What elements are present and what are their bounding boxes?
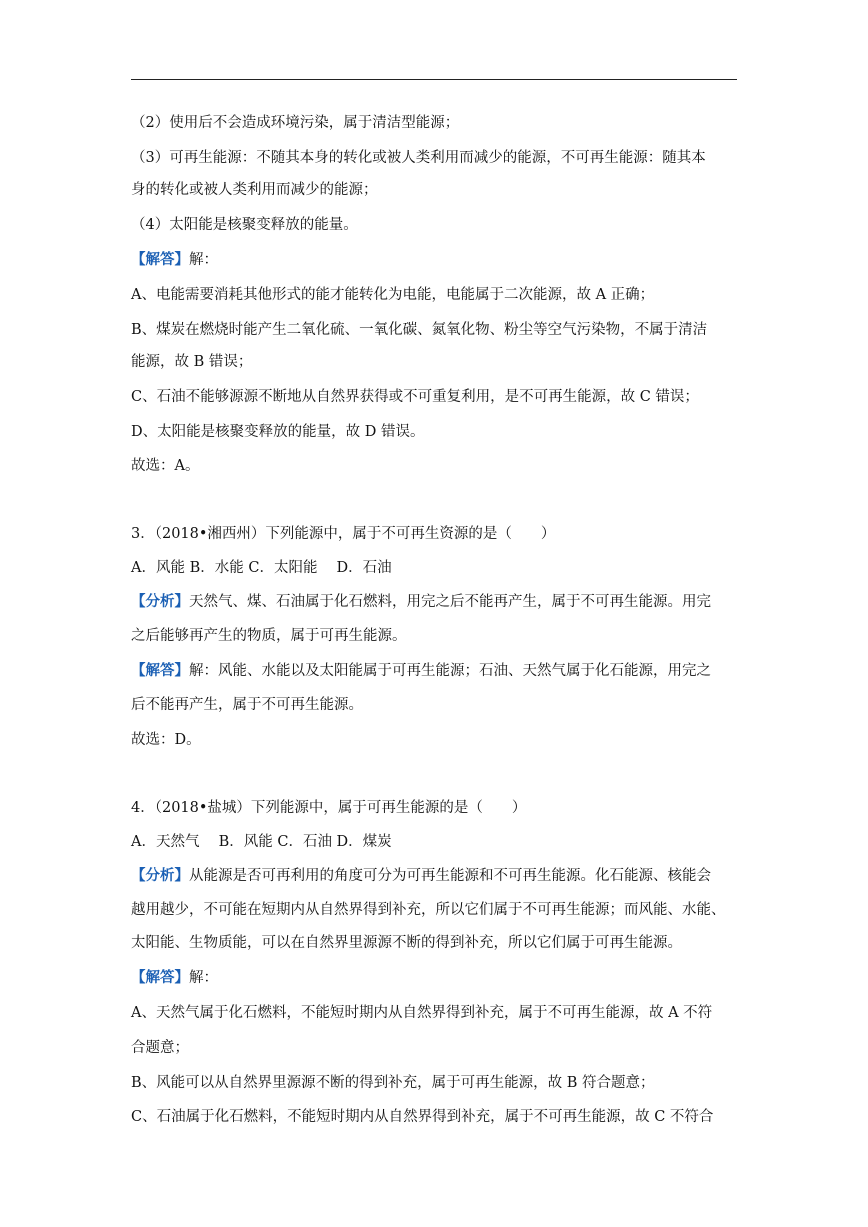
q3-answer-line: 【解答】解：风能、水能以及太阳能属于可再生能源；石油、天然气属于化石能源，用完之 [131,663,711,679]
q4-analysis-line: 太阳能、生物质能，可以在自然界里源源不断的得到补充，所以它们属于可再生能源。 [131,935,682,951]
explain-line-3a: （3）可再生能源：不随其本身的转化或被人类利用而减少的能源，不可再生能源：随其本 [131,150,706,166]
answer-tag: 【解答】 [131,970,189,986]
q4-answer-line: B、风能可以从自然界里源源不断的得到补充，属于可再生能源，故 B 符合题意； [131,1075,655,1091]
q2-answer-line: D、太阳能是核聚变释放的能量，故 D 错误。 [131,424,425,440]
header-rule [131,79,737,80]
q4-answer-line: C、石油属于化石燃料，不能短时期内从自然界得到补充，属于不可再生能源，故 C 不符合 [131,1109,714,1125]
q4-analysis-line: 【分析】从能源是否可再利用的角度可分为可再生能源和不可再生能源。化石能源、核能会 [131,868,711,884]
answer-tag: 【解答】 [131,663,189,679]
answer-lead: 解： [189,252,218,268]
q3-answer-line: 后不能再产生，属于不可再生能源。 [131,697,363,713]
explain-line-4: （4）太阳能是核聚变释放的能量。 [131,217,358,233]
q4-answer-heading: 【解答】解： [131,970,218,986]
q3-stem: 3．（2018•湘西州）下列能源中，属于不可再生资源的是（ ） [131,526,556,542]
q3-options: A．风能 B．水能 C．太阳能 D．石油 [131,560,392,576]
q2-answer-line: 能源，故 B 错误； [131,354,253,370]
analysis-tag: 【分析】 [131,868,189,884]
q3-analysis-line: 之后能够再产生的物质，属于可再生能源。 [131,628,407,644]
q2-answer-line: A、电能需要消耗其他形式的能才能转化为电能，电能属于二次能源，故 A 正确； [131,287,655,303]
q2-choice: 故选：A。 [131,458,200,474]
q4-options: A．天然气 B．风能 C．石油 D．煤炭 [131,834,392,850]
q4-stem: 4．（2018•盐城）下列能源中，属于可再生能源的是（ ） [131,800,527,816]
q2-answer-heading [131,250,218,270]
q2-answer-line: B、煤炭在燃烧时能产生二氧化硫、一氧化碳、氮氧化物、粉尘等空气污染物，不属于清洁 [131,322,708,338]
q4-answer-line: 合题意； [131,1040,189,1056]
q3-analysis-line: 【分析】天然气、煤、石油属于化石燃料，用完之后不能再产生，属于不可再生能源。用完 [131,594,711,610]
q4-analysis-line: 越用越少，不可能在短期内从自然界得到补充，所以它们属于不可再生能源；而风能、水能、 [131,902,726,918]
analysis-tag: 【分析】 [131,594,189,610]
explain-line-3b: 身的转化或被人类利用而减少的能源； [131,182,378,198]
answer-tag: 【解答】 [131,252,189,268]
explain-line-2: （2）使用后不会造成环境污染，属于清洁型能源； [131,115,460,131]
q2-answer-line: C、石油不能够源源不断地从自然界获得或不可重复利用，是不可再生能源，故 C 错误； [131,389,699,405]
q3-choice: 故选：D。 [131,732,201,748]
q4-answer-line: A、天然气属于化石燃料，不能短时期内从自然界得到补充，属于不可再生能源，故 A 不符 [131,1005,713,1021]
